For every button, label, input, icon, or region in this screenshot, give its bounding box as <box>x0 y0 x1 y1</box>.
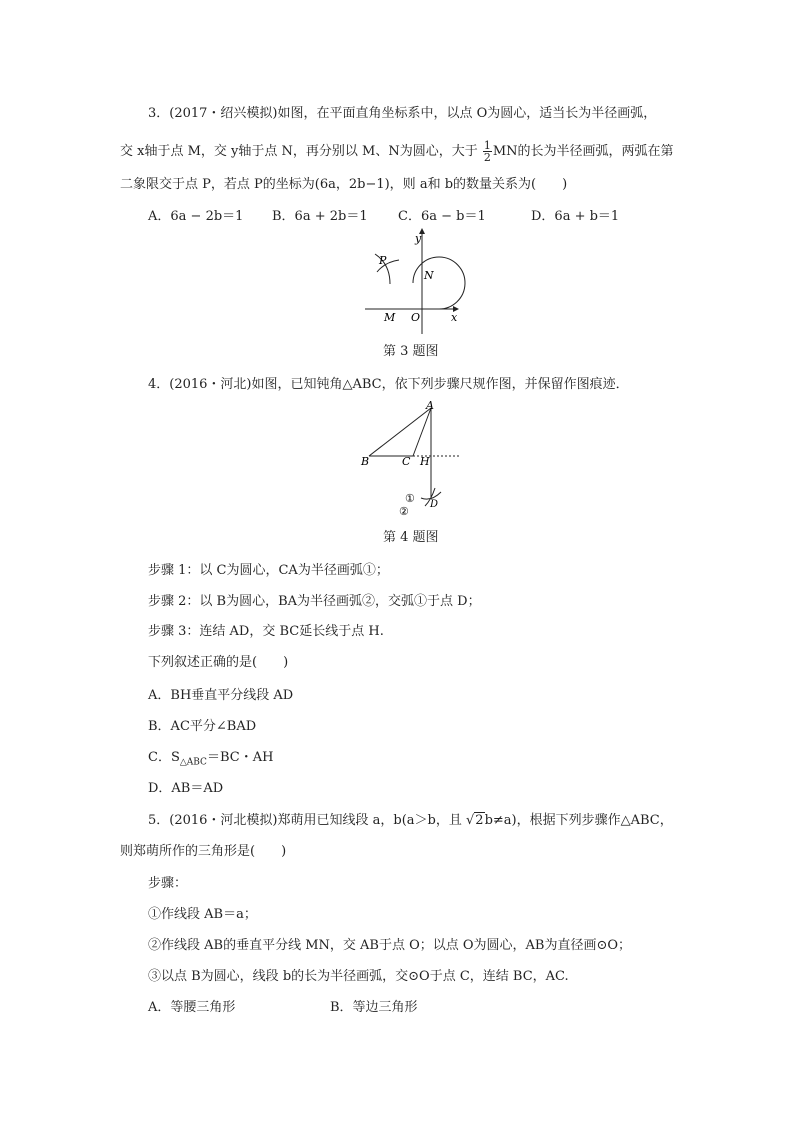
q3-label-y: y <box>415 232 422 245</box>
q5-sqrt-arg: 2 <box>475 813 484 828</box>
q5-step-2: ②作线段 AB的垂直平分线 MN，交 AB于点 O；以点 O为圆心，AB为直径画⊙O； <box>148 938 632 953</box>
q5-option-b: B．等边三角形 <box>330 1000 418 1015</box>
q5-line-2: 则郑萌所作的三角形是( ) <box>120 844 287 859</box>
q4-label-arc-2: ② <box>399 505 409 516</box>
q3-frac-den: 2 <box>483 151 491 164</box>
q3-caption: 第 3 题图 <box>383 344 439 359</box>
q4-option-d: D．AB＝AD <box>148 781 224 796</box>
q4-option-c-sub: △ABC <box>179 757 207 768</box>
q3-line-2-post: MN的长为半径画弧，两弧在第 <box>492 144 674 159</box>
q5-line-1 <box>148 811 673 831</box>
q3-option-b: B．6a + 2b＝1 <box>272 209 368 224</box>
q5-step-1: ①作线段 AB＝a； <box>148 907 257 922</box>
q4-step-2: 步骤 2：以 B为圆心，BA为半径画弧②，交弧①于点 D； <box>148 594 481 609</box>
q4-label-arc-1: ① <box>405 492 415 505</box>
q3-option-d: D．6a + b＝1 <box>531 209 620 224</box>
q4-label-c: C <box>402 455 411 468</box>
q4-label-b: B <box>361 455 370 468</box>
q3-option-c: C．6a − b＝1 <box>398 209 486 224</box>
q5-steps-title: 步骤： <box>148 876 188 891</box>
q5-sqrt-symbol: √ <box>465 813 475 828</box>
q3-arc-center-o <box>413 257 465 309</box>
q4-option-c-post: ＝BC・AH <box>206 750 274 765</box>
q3-option-a: A．6a − 2b＝1 <box>148 209 244 224</box>
q3-line-1: 3．(2017・绍兴模拟)如图，在平面直角坐标系中，以点 O为圆心，适当长为半径画弧， <box>148 106 657 121</box>
q4-caption: 第 4 题图 <box>383 530 439 545</box>
q4-option-b: B．AC平分∠BAD <box>148 719 257 734</box>
q4-label-h: H <box>420 455 430 468</box>
q3-figure <box>355 224 470 339</box>
q4-figure <box>355 396 470 516</box>
q4-option-c-pre: C．S <box>148 750 180 765</box>
q5-step-3: ③以点 B为圆心，线段 b的长为半径画弧，交⊙O于点 C，连结 BC，AC. <box>148 969 569 984</box>
q3-label-m: M <box>384 311 396 324</box>
q3-label-x: x <box>451 311 458 324</box>
q4-label-d: D <box>430 499 439 510</box>
q3-label-o: O <box>411 311 421 324</box>
q3-label-p: P <box>379 254 387 267</box>
q4-step-1: 步骤 1：以 C为圆心，CA为半径画弧①； <box>148 563 389 578</box>
q4-option-c <box>148 748 273 773</box>
q5-line-1-post: b≠a)，根据下列步骤作△ABC， <box>484 813 673 828</box>
q3-line-3: 二象限交于点 P，若点 P的坐标为(6a，2b−1)，则 a和 b的数量关系为( ) <box>120 177 568 192</box>
q3-line-2-pre: 交 x轴于点 M，交 y轴于点 N，再分别以 M、N为圆心，大于 <box>120 144 482 159</box>
q3-label-n: N <box>424 269 434 282</box>
q3-fraction <box>483 140 492 163</box>
q5-line-1-pre: 5．(2016・河北模拟)郑萌用已知线段 a，b(a＞b，且 <box>148 813 466 828</box>
q3-frac-num: 1 <box>483 139 491 152</box>
q3-line-2 <box>120 140 674 163</box>
q4-line-1: 4．(2016・河北)如图，已知钝角△ABC，依下列步骤尺规作图，并保留作图痕迹． <box>148 377 629 392</box>
q4-label-a: A <box>426 399 434 412</box>
q4-option-a: A．BH垂直平分线段 AD <box>148 688 294 703</box>
q5-option-a: A．等腰三角形 <box>148 1000 236 1015</box>
q4-question: 下列叙述正确的是( ) <box>148 655 289 670</box>
q4-step-3: 步骤 3：连结 AD，交 BC延长线于点 H. <box>148 624 384 639</box>
